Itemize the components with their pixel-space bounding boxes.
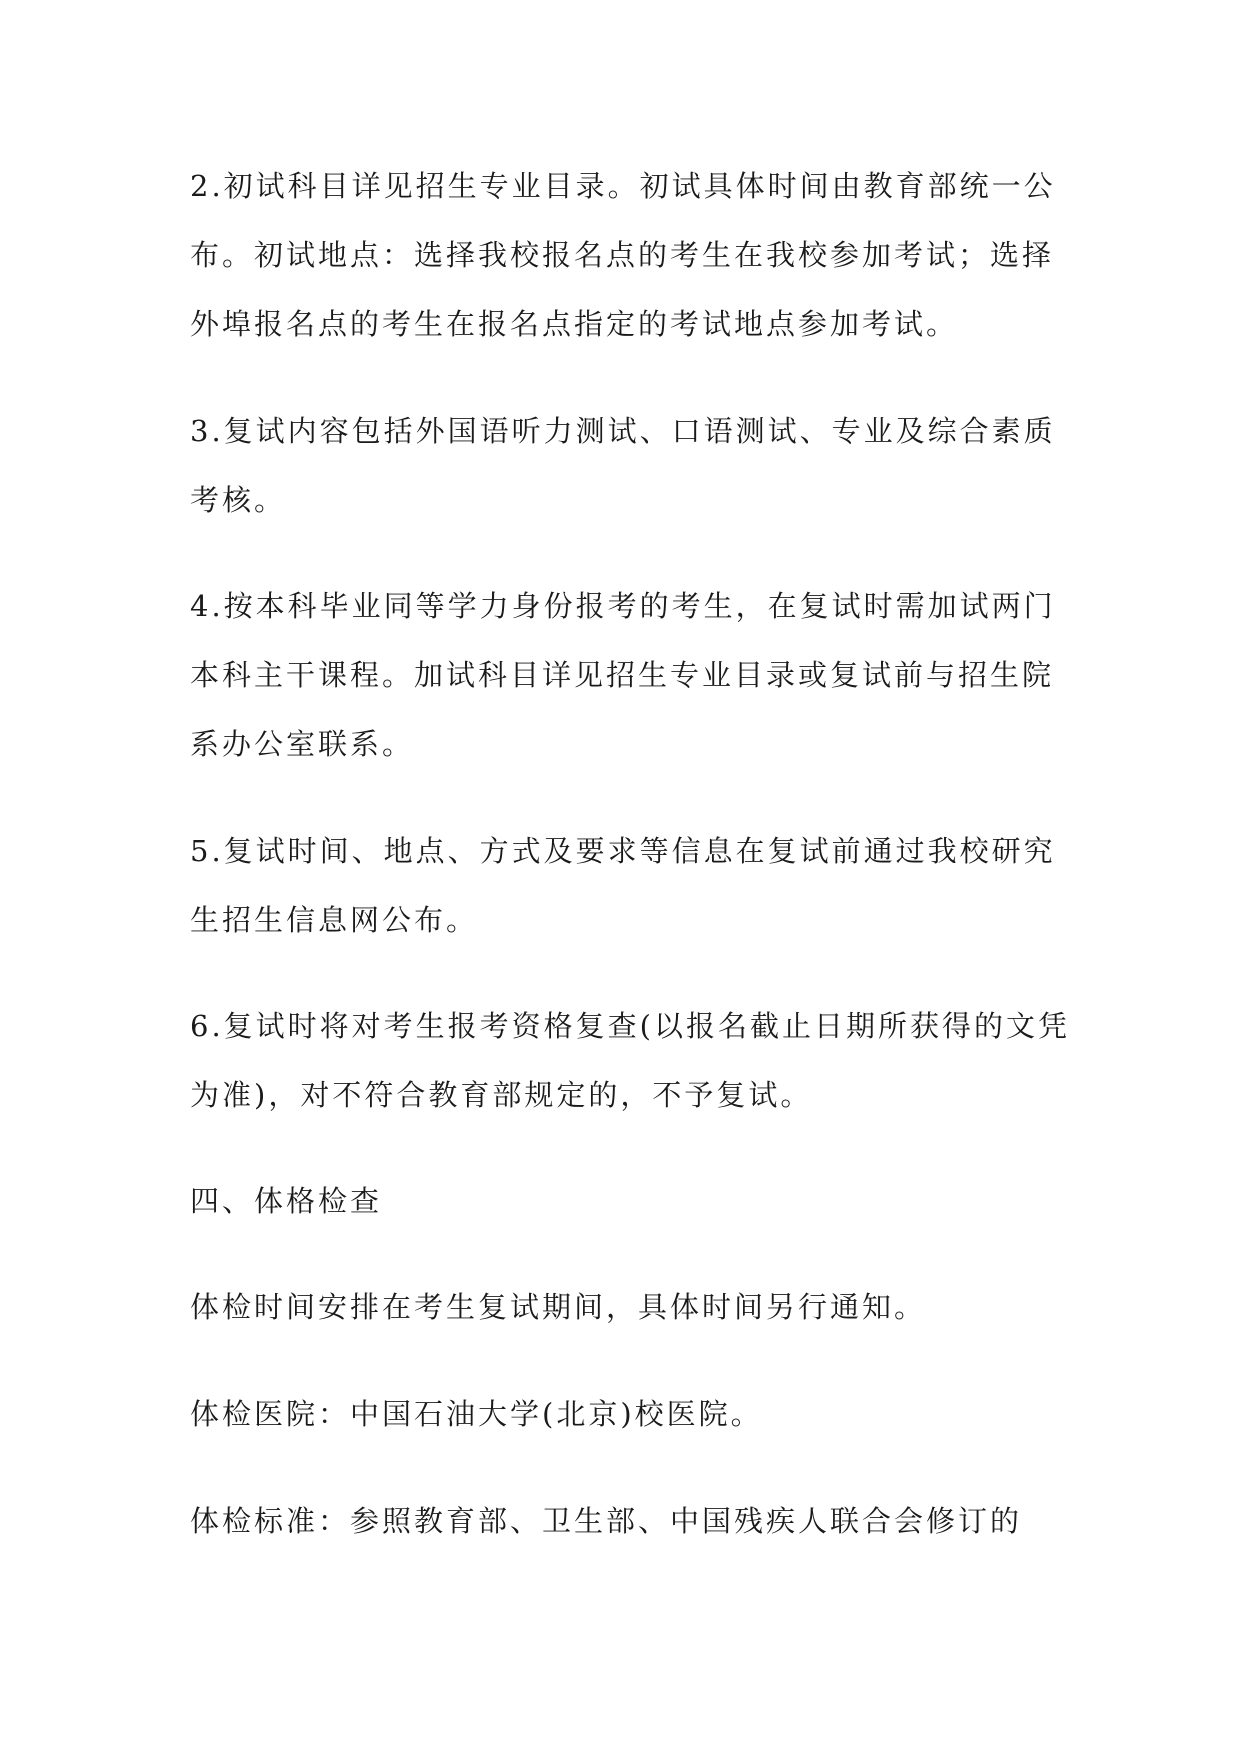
paragraph-exam-standard: 体检标准：参照教育部、卫生部、中国残疾人联合会修订的 — [190, 1504, 1023, 1538]
paragraph-initial-exam: 2.初试科目详见招生专业目录。初试具体时间由教育部统一公布。初试地点：选择我校报名点的考生在我校参加考试；选择外埠报名点的考生在报名点指定的考试地点参加考试。 — [190, 169, 1056, 341]
paragraph-retest-info: 5.复试时间、地点、方式及要求等信息在复试前通过我校研究生招生信息网公布。 — [190, 834, 1056, 937]
paragraph-qualification-review: 6.复试时将对考生报考资格复查(以报名截止日期所获得的文凭为准)，对不符合教育部规定的，不予复试。 — [190, 1009, 1070, 1112]
paragraph-equivalent-education: 4.按本科毕业同等学力身份报考的考生，在复试时需加试两门本科主干课程。加试科目详见招生专业目录或复试前与招生院系办公室联系。 — [190, 589, 1056, 761]
paragraph-retest-content: 3.复试内容包括外国语听力测试、口语测试、专业及综合素质考核。 — [190, 414, 1056, 517]
paragraph-exam-time: 体检时间安排在考生复试期间，具体时间另行通知。 — [190, 1290, 927, 1324]
section-heading-physical-exam: 四、体格检查 — [190, 1184, 383, 1218]
paragraph-exam-hospital: 体检医院：中国石油大学(北京)校医院。 — [190, 1397, 763, 1431]
